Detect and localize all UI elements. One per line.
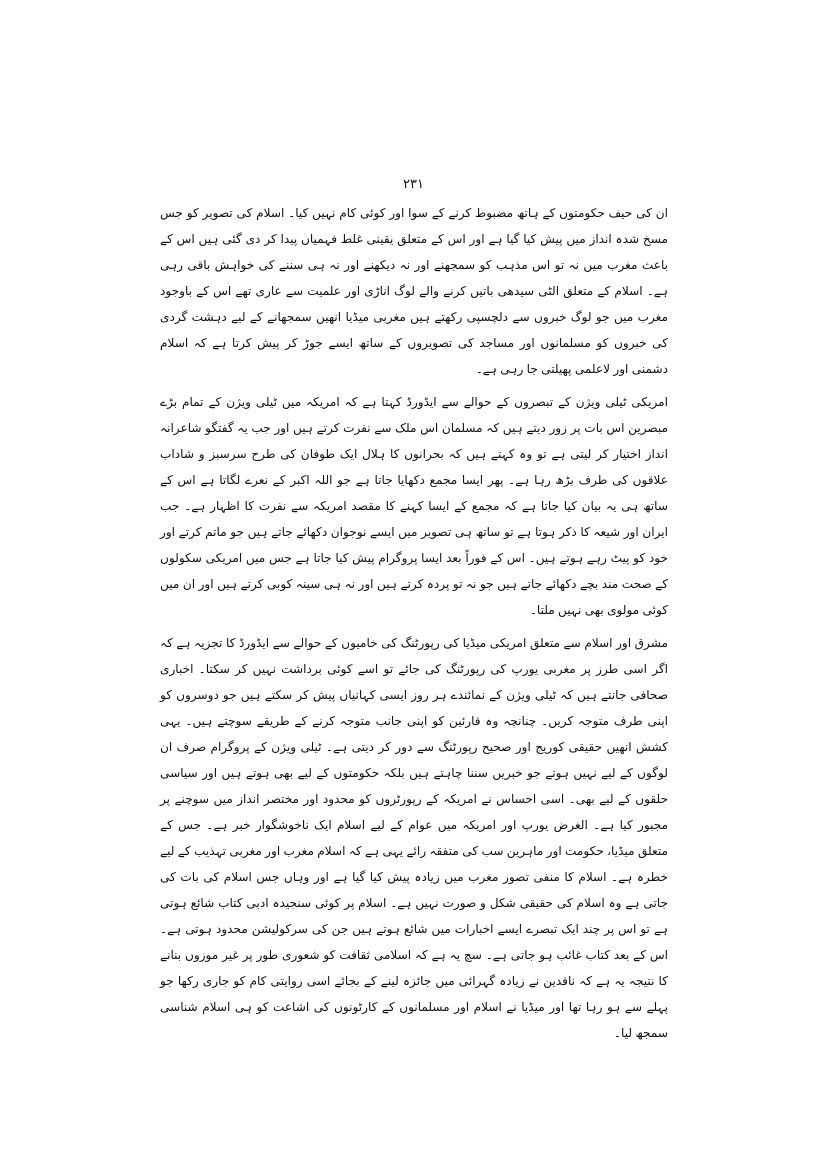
paragraph: ان کی حیف حکومتوں کے ہاتھ مضبوط کرنے کے سوا اور کوئی کام نہیں کیا۔ اسلام کی تصویر کو جس مسخ شدہ انداز میں پیش کیا گیا ہے اور اس کے متعلق یقینی غلط فہمیاں پیدا کر دی گئی ہیں اس کے باعث مغرب میں نہ تو اس مذہب کو سمجھنے اور نہ دیکھنے اور نہ ہی سننے کی خواہش باقی رہی ہے۔ اسلام کے متعلق الٹی سیدھی باتیں کرنے والے لوگ اناڑی اور علمیت سے عاری تھے اس کے باوجود مغرب میں جو لوگ خبروں سے دلچسپی رکھتے ہیں مغربی میڈیا انھیں سمجھانے کے لیے دہشت گردی کی خبروں کو مسلمانوں اور مساجد کی تصویروں کے ساتھ ایسے جوڑ کر پیش کرتا ہے کہ اسلام دشمنی اور لاعلمی پھیلتی جا رہی ہے۔	[160, 206, 668, 376]
page-body	[160, 200, 668, 1053]
paragraph: امریکی ٹیلی ویژن کے تبصروں کے حوالے سے ایڈورڈ کہتا ہے کہ امریکہ میں ٹیلی ویژن کے تمام بڑے مبصرین اس بات پر زور دیتے ہیں کہ مسلمان اس ملک سے نفرت کرتے ہیں اور جب یہ گفتگو شاعرانہ انداز اختیار کر لیتی ہے تو وہ کہتے ہیں کہ بحرانوں کا ہلال ایک طوفان کی طرح سرسبز و شاداب علاقوں کی طرف بڑھ رہا ہے۔ پھر ایسا مجمع دکھایا جاتا ہے جو اللہ اکبر کے نعرے لگاتا ہے اس کے ساتھ ہی یہ بیان کیا جاتا ہے کہ مجمع کے ایسا کہنے کا مقصد امریکہ سے نفرت کا اظہار ہے۔ جب ایران اور شیعہ کا ذکر ہوتا ہے تو ساتھ ہی تصویر میں ایسے نوجوان دکھائے جاتے ہیں جو ماتم کرتے اور خود کو پیٹ رہے ہوتے ہیں۔ اس کے فوراً بعد ایسا پروگرام پیش کیا جاتا ہے جس میں امریکی سکولوں کے صحت مند بچے دکھائے جاتے ہیں جو نہ تو پردہ کرتے ہیں اور نہ ہی سینہ کوبی کرتے ہیں اور ان میں کوئی مولوی بھی نہیں ملتا۔	[160, 395, 668, 617]
page-number: ۲۳۱	[403, 177, 424, 192]
paragraph: مشرق اور اسلام سے متعلق امریکی میڈیا کی رپورٹنگ کی خامیوں کے حوالے سے ایڈورڈ کا تجزیہ ہے کہ اگر اسی طرز پر مغربی یورپ کی رپورٹنگ کی جائے تو اسے کوئی برداشت نہیں کر سکتا۔ اخباری صحافی جانتے ہیں کہ ٹیلی ویژن کے نمائندے ہر روز ایسی کہانیاں پیش کر سکتے ہیں جو دوسروں کو اپنی طرف متوجہ کریں۔ چنانچہ وہ قارئین کو اپنی جانب متوجہ کرنے کے طریقے سوچتے ہیں۔ یہی کشش انھیں حقیقی کوریج اور صحیح رپورٹنگ سے دور کر دیتی ہے۔ ٹیلی ویژن کے پروگرام صرف ان لوگوں کے لیے نہیں ہوتے جو خبریں سننا چاہتے ہیں بلکہ حکومتوں کے لیے بھی ہوتے ہیں اور سیاسی حلقوں کے لیے بھی۔ اسی احساس نے امریکہ کے رپورٹروں کو محدود اور مختصر انداز میں سوچنے پر مجبور کیا ہے۔ الغرض یورپ اور امریکہ میں عوام کے لیے اسلام ایک ناخوشگوار خبر ہے۔ جس کے متعلق میڈیا، حکومت اور ماہرین سب کی متفقہ رائے یہی ہے کہ اسلام مغرب اور مغربی تہذیب کے لیے خطرہ ہے۔ اسلام کا منفی تصور مغرب میں زیادہ پیش کیا گیا ہے اور وہاں جس اسلام کی بات کی جاتی ہے وہ اسلام کی حقیقی شکل و صورت نہیں ہے۔ اسلام پر کوئی سنجیدہ ادبی کتاب شائع ہوتی ہے تو اس پر چند ایک تبصرے ایسے اخبارات میں شائع ہوتے ہیں جن کی سرکولیشن محدود ہوتی ہے۔ اس کے بعد کتاب غائب ہو جاتی ہے۔ سچ یہ ہے کہ اسلامی ثقافت کو شعوری طور پر غیر موزوں بنانے کا نتیجہ یہ ہے کہ ناقدین نے زیادہ گہرائی میں جائزہ لینے کے بجائے اسی روایتی کام کو جاری رکھا جو پہلے سے ہو رہا تھا اور میڈیا نے اسلام اور مسلمانوں کے کارٹونوں کی اشاعت کو ہی اسلام شناسی سمجھ لیا۔	[160, 636, 668, 1040]
